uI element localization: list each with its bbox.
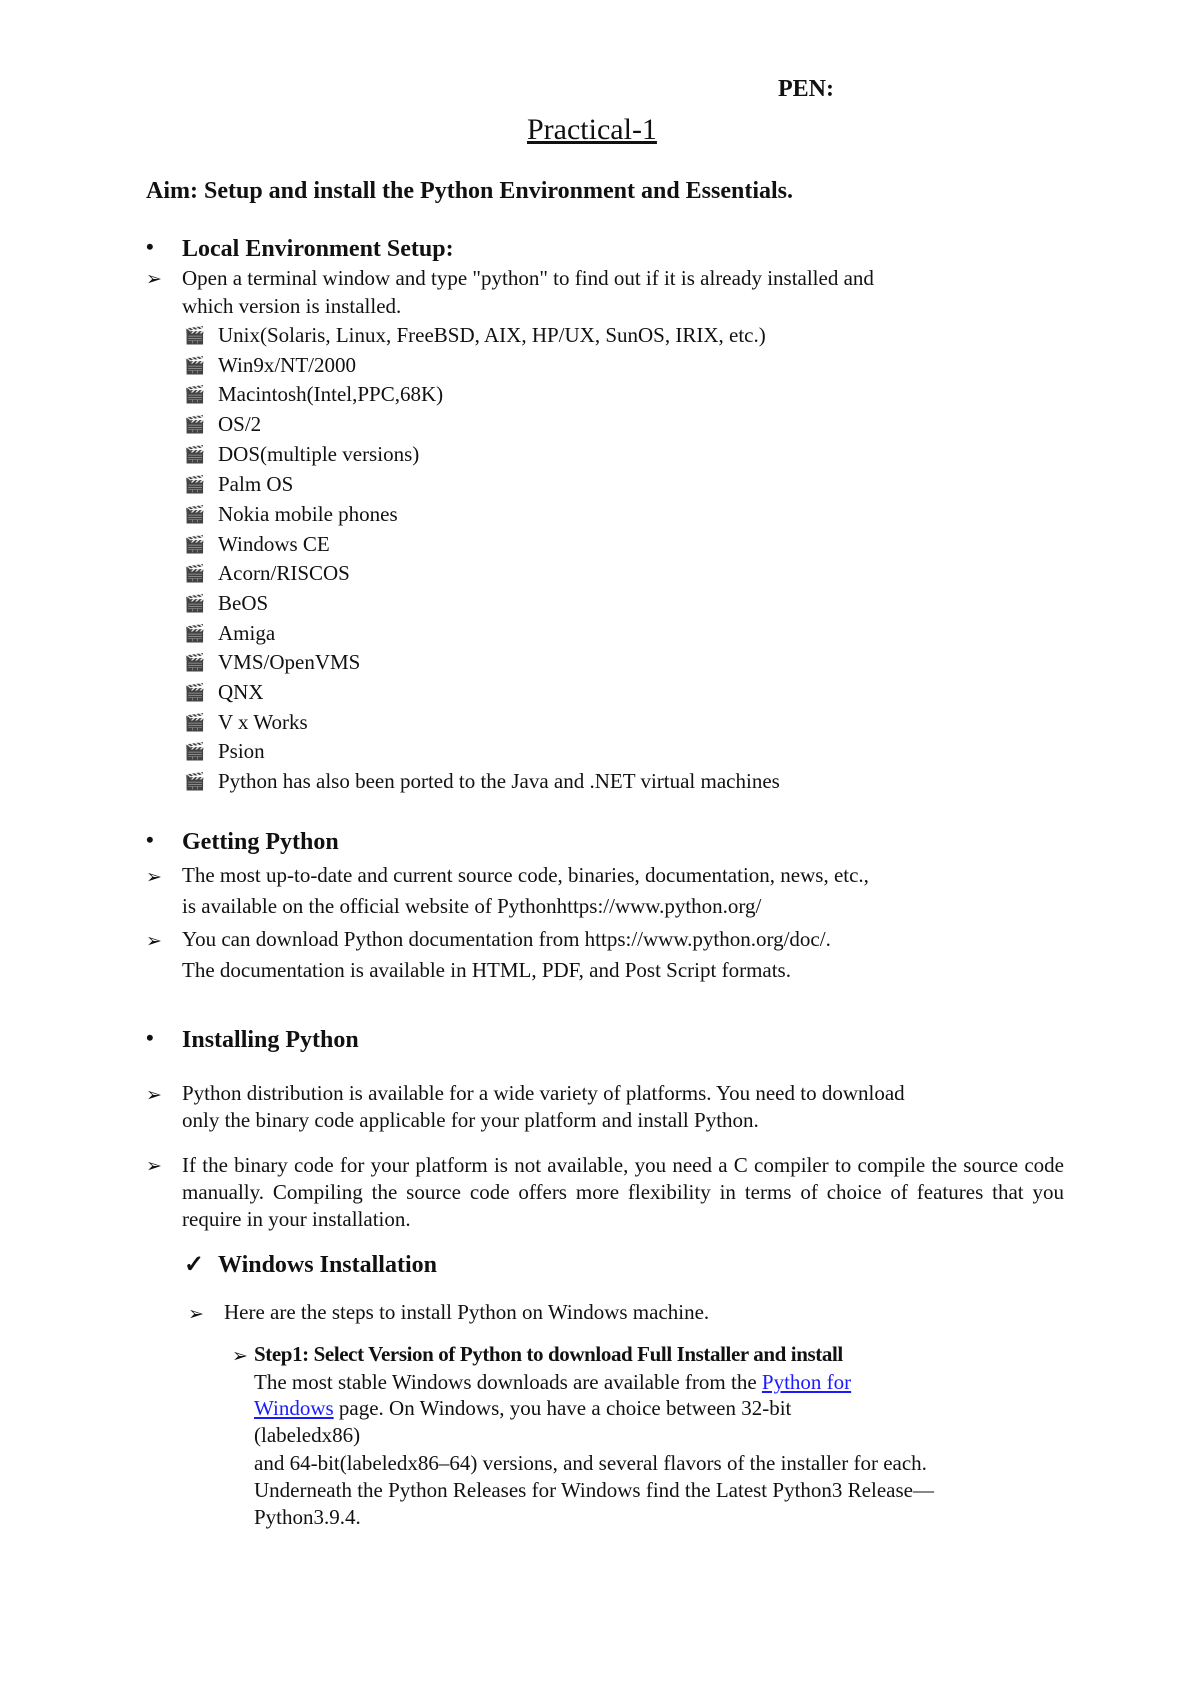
list-item: Acorn/RISCOS — [218, 561, 350, 585]
aim-statement: Aim: Setup and install the Python Environment and Essentials. — [146, 178, 794, 204]
list-item: Windows CE — [218, 532, 330, 556]
clapperboard-icon: 🎬 — [184, 356, 206, 375]
list-item: V x Works — [218, 710, 308, 734]
arrow-bullet-icon: ➢ — [146, 269, 162, 290]
installing-p2: If the binary code for your platform is not available, you need a C compiler to compile the source code manually. Compiling the source code offers more flexibility in terms of choice of features that you require in your installation. — [182, 1153, 1064, 1231]
python-for-windows-link[interactable]: Python for — [761, 1370, 852, 1394]
page-title: Practical-1 — [527, 113, 657, 146]
pen-label: PEN: — [778, 76, 834, 102]
arrow-bullet-icon: ➢ — [146, 1156, 162, 1177]
step1-line1-text: The most stable Windows downloads are available from the — [254, 1370, 762, 1394]
list-item: BeOS — [218, 591, 269, 615]
local-intro-line2: which version is installed. — [182, 294, 402, 318]
clapperboard-icon: 🎬 — [184, 742, 206, 761]
arrow-bullet-icon: ➢ — [146, 931, 162, 952]
step1-line4: and 64-bit(labeledx86–64) versions, and several flavors of the installer for each. — [254, 1451, 927, 1475]
clapperboard-icon: 🎬 — [184, 385, 206, 404]
step1-line5: Underneath the Python Releases for Windows find the Latest Python3 Release— — [254, 1478, 934, 1502]
section-heading-installing: Installing Python — [182, 1027, 359, 1053]
step1-line2-text: page. On Windows, you have a choice between 32-bit — [333, 1396, 792, 1420]
list-item: OS/2 — [218, 412, 262, 436]
list-item: Psion — [218, 739, 265, 763]
step1-line6: Python3.9.4. — [254, 1505, 361, 1529]
step1-line3: (labeledx86) — [254, 1423, 361, 1447]
subsection-heading-windows: Windows Installation — [218, 1252, 437, 1278]
clapperboard-icon: 🎬 — [184, 624, 206, 643]
getting-p1-line1: The most up-to-date and current source code, binaries, documentation, news, etc., — [182, 863, 869, 887]
clapperboard-icon: 🎬 — [184, 653, 206, 672]
clapperboard-icon: 🎬 — [184, 326, 206, 345]
list-item: Amiga — [218, 621, 276, 645]
arrow-bullet-icon: ➢ — [146, 867, 162, 888]
list-item: Nokia mobile phones — [218, 502, 398, 526]
getting-p2-line2: The documentation is available in HTML, PDF, and Post Script formats. — [182, 958, 791, 982]
clapperboard-icon: 🎬 — [184, 772, 206, 791]
clapperboard-icon: 🎬 — [184, 505, 206, 524]
local-intro-line1: Open a terminal window and type "python" to find out if it is already installed and — [182, 266, 874, 290]
step1-line2 — [254, 1396, 791, 1421]
arrow-bullet-icon: ➢ — [188, 1304, 204, 1325]
step1-line1 — [254, 1370, 851, 1395]
bullet-dot-icon: • — [146, 827, 154, 852]
list-item: Python has also been ported to the Java and .NET virtual machines — [218, 769, 780, 793]
bullet-dot-icon: • — [146, 1025, 154, 1050]
clapperboard-icon: 🎬 — [184, 594, 206, 613]
arrow-bullet-icon: ➢ — [232, 1346, 248, 1367]
clapperboard-icon: 🎬 — [184, 415, 206, 434]
bullet-dot-icon: • — [146, 234, 154, 259]
clapperboard-icon: 🎬 — [184, 564, 206, 583]
installing-p1-line2: only the binary code applicable for your platform and install Python. — [182, 1108, 759, 1132]
list-item: VMS/OpenVMS — [218, 650, 361, 674]
section-heading-getting: Getting Python — [182, 829, 339, 855]
clapperboard-icon: 🎬 — [184, 535, 206, 554]
windows-intro: Here are the steps to install Python on Windows machine. — [224, 1300, 710, 1324]
getting-p1-line2: is available on the official website of Pythonhttps://www.python.org/ — [182, 894, 762, 918]
check-icon: ✓ — [184, 1252, 205, 1278]
arrow-bullet-icon: ➢ — [146, 1085, 162, 1106]
list-item: Macintosh(Intel,PPC,68K) — [218, 382, 444, 406]
step1-heading: Step1: Select Version of Python to download Full Installer and install — [254, 1342, 843, 1366]
list-item: Win9x/NT/2000 — [218, 353, 356, 377]
installing-p1-line1: Python distribution is available for a wide variety of platforms. You need to download — [182, 1081, 905, 1105]
list-item: DOS(multiple versions) — [218, 442, 420, 466]
list-item: QNX — [218, 680, 264, 704]
list-item: Unix(Solaris, Linux, FreeBSD, AIX, HP/UX, SunOS, IRIX, etc.) — [218, 323, 766, 347]
list-item: Palm OS — [218, 472, 294, 496]
section-heading-local: Local Environment Setup: — [182, 236, 454, 262]
clapperboard-icon: 🎬 — [184, 445, 206, 464]
clapperboard-icon: 🎬 — [184, 713, 206, 732]
getting-p2-line1: You can download Python documentation from https://www.python.org/doc/. — [182, 927, 831, 951]
clapperboard-icon: 🎬 — [184, 475, 206, 494]
clapperboard-icon: 🎬 — [184, 683, 206, 702]
python-for-windows-link-cont[interactable]: Windows — [254, 1396, 334, 1420]
